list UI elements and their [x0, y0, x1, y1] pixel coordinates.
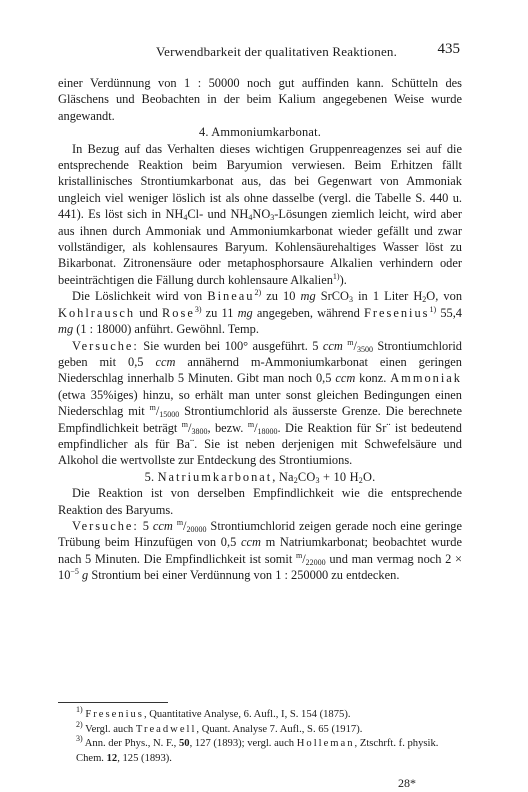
text-run: angegeben, während — [252, 305, 364, 320]
section-heading-4 — [58, 124, 462, 140]
volume-number: 12 — [106, 752, 118, 764]
exponent: −5 — [70, 567, 79, 577]
text-run: -Lösungen ziemlich leicht, wird aber aus ihnen durch Ammoniak und Ammoniumkarbonat wieder gefällt und zwar vollständiger, als kohlensaures Baryum. Kohlensäurehaltiges Wasser löst zu Bikarbonat. Zitronensäure oder metaphosphorsaure Alkalien verhindern oder beeinträchtigen die Fällung durch kohlensaure Alkalien — [58, 207, 463, 287]
author-name: Fresenius — [85, 709, 144, 720]
author-name: Treadwell — [135, 723, 197, 735]
paragraph-solubility — [58, 288, 462, 337]
footnote-marker: 2) — [76, 719, 83, 729]
text-run: und man vermag noch 2 × 10 — [58, 551, 462, 583]
unit: ccm — [152, 518, 173, 533]
footnote-ref: 2) — [254, 288, 262, 298]
footnote-2 — [58, 719, 462, 738]
subscript: 3 — [315, 475, 320, 485]
text-run: NO — [252, 207, 271, 222]
unit: g — [82, 568, 89, 583]
text-run: , Quantitative Analyse, 6. Aufl., I, S. 154 (1875). — [143, 709, 351, 720]
text-run: Die Löslichkeit wird von — [72, 289, 208, 304]
fraction-numerator: m — [247, 419, 255, 429]
footnote-1 — [58, 705, 462, 723]
paragraph-sensitivity — [58, 485, 462, 518]
subscript: 3 — [349, 295, 354, 305]
text-run: einer Verdünnung von 1 : 50000 noch gut auffinden kann. Schütteln des Gläschens und Beobachten in der beim Kalium angegebenen Weise wurde angewandt. — [58, 76, 462, 123]
fraction-denominator: 3500 — [356, 344, 373, 354]
heading-text: + 10 H — [319, 469, 359, 484]
text-run: Die Reaktion ist von derselben Empfindlichkeit wie die entsprechende Reaktion des Baryums. — [58, 486, 462, 517]
text-run: , bezw. — [207, 420, 248, 435]
subscript: 3 — [270, 213, 275, 223]
author-name: Kohlrausch — [58, 305, 136, 320]
footnote-3 — [58, 734, 462, 766]
heading-text: O. — [362, 469, 376, 484]
text-run: , 125 (1893). — [117, 752, 172, 764]
subscript: 4 — [183, 213, 188, 223]
heading-text: Natriumkarbonat — [157, 469, 273, 484]
text-run: (1 : 18000) anführt. Gewöhnl. Temp. — [73, 322, 259, 337]
page-header — [68, 41, 460, 63]
text-run: und — [135, 305, 163, 320]
text-run: annähernd m-Ammoniumkarbonat einen geringen Niederschlag innerhalb 5 Minuten. Gibt man noch 0,5 — [58, 354, 462, 386]
unit: mg — [58, 322, 74, 337]
text-run: Sie wurden bei 100° ausgeführt. 5 — [138, 338, 323, 353]
fraction-numerator: m — [149, 403, 156, 413]
footnote-divider — [58, 702, 168, 703]
fraction-numerator: m — [181, 419, 188, 429]
unit: ccm — [240, 535, 261, 550]
heading-text: , Na — [272, 469, 294, 484]
text-run: O, von — [426, 289, 463, 304]
running-head: Verwendbarkeit der qualitativen Reaktionen. — [156, 44, 398, 59]
text-run: . Die Reaktion für Sr¨ ist bedeutend empfindlicher als für Ba¨. Sie ist neben derjenigen mit Schwefelsäure und Alkohol die wertvollste zur Entdeckung des Strontiumions. — [58, 420, 462, 468]
fraction-denominator: 3800 — [191, 426, 208, 436]
footnotes — [58, 702, 462, 766]
unit: mg — [237, 305, 253, 320]
paragraph-continued — [58, 75, 462, 124]
fraction-numerator: m — [347, 337, 354, 347]
text-run: m Natriumkarbonat; beobachtet wurde nach 5 Minuten. Die Empfindlichkeit ist somit — [58, 535, 462, 566]
text-run: In Bezug auf das Verhalten dieses wichtigen Gruppenreagenzes sei auf die entsprechende Reaktion beim Baryumion verwiesen. Beim Erhitzen fällt kristallinisches Strontiumkarbonat aus, das bei Gegenwart von Ammoniak ungleich viel weniger löslich ist als ohne dasselbe (vergl. die Tabelle S. 440 u. 441). Es löst sich in NH — [58, 141, 462, 222]
footnote-ref: 1) — [332, 271, 340, 281]
text-run: in 1 Liter H — [353, 289, 423, 304]
experiments-label: Versuche: — [72, 338, 139, 353]
footnote-ref: 1) — [429, 304, 437, 314]
fraction-denominator: 20000 — [186, 524, 207, 534]
text-run: Strontium bei einer Verdünnung von 1 : 250000 zu entdecken. — [88, 568, 400, 583]
text-run: SrCO — [315, 289, 350, 304]
fraction-denominator: 18000 — [257, 426, 278, 436]
fraction-numerator: m — [176, 517, 184, 527]
page-body — [58, 75, 462, 584]
volume-number: 50 — [178, 738, 190, 750]
author-name: Holleman — [296, 738, 355, 750]
text-run: , Ztschrft. f. physik. Chem. — [76, 738, 439, 764]
fraction-denominator: 15000 — [159, 410, 180, 420]
text-run: , 127 (1893); vergl. auch — [189, 738, 297, 750]
text-run: 5 — [138, 518, 153, 533]
subscript: 4 — [248, 213, 253, 223]
subscript: 2 — [422, 295, 427, 305]
fraction-numerator: m — [295, 550, 303, 560]
footnote-marker: 1) — [76, 705, 83, 714]
author-name: Rose — [162, 305, 195, 320]
page-number: 435 — [437, 41, 460, 57]
text-run: Strontiumchlorid zeigen gerade noch eine geringe Trübung beim Hinzufügen von 0,5 — [58, 518, 462, 550]
unit: ccm — [322, 338, 343, 353]
text-run: zu 11 — [201, 305, 238, 320]
text-run: ). — [339, 272, 347, 287]
paragraph-experiments: Versuche: Sie wurden bei 100° ausgeführt. 5 ccm $^m/_{3500}$ Strontiumchlorid geben mit 0,5 ccm annähernd m-Ammoniumkarbonat einen geringen Niederschlag innerhalb 5 Minuten. Gibt man noch 0,5 ccm konz. Ammoniak (etwa 35%iges) hinzu, so erhält man unter sonst gleichen Bedingungen einen Niederschlag mit $^m/_{15000}$ Strontiumchlorid als äusserste Grenze. Die berechnete Empfindlichkeit beträgt $^m/_{3800}$, bezw. $^m/_{18000}$. Die Reaktion für Sr¨ ist bedeutend empfindlicher als für Ba¨. Sie ist neben derjenigen mit Schwefelsäure und Alkohol die wertvollste zur Entdeckung des Strontiumions. — [58, 337, 462, 468]
text-run: Vergl. auch — [85, 723, 136, 735]
reagent-name: Ammoniak — [390, 371, 462, 386]
text-run: konz. — [355, 371, 391, 386]
text-run: Strontiumchlorid als äusserste Grenze. Die berechnete Empfindlichkeit beträgt — [58, 404, 462, 435]
unit: ccm — [335, 371, 356, 386]
sheet-signature: 28* — [398, 776, 416, 790]
fraction-denominator: 22000 — [305, 557, 326, 567]
unit: mg — [300, 289, 316, 304]
footnote-marker: 3) — [76, 734, 83, 744]
text-run: , Quant. Analyse 7. Aufl., S. 65 (1917). — [196, 723, 363, 735]
paragraph-reagent-behaviour — [58, 141, 462, 289]
subscript: 2 — [358, 475, 363, 485]
paragraph-experiments-2: Versuche: 5 ccm $^m/_{20000}$ Strontiumchlorid zeigen gerade noch eine geringe Trübung beim Hinzufügen von 0,5 ccm m Natriumkarbonat; beobachtet wurde nach 5 Minuten. Die Empfindlichkeit ist somit $^m/_{22000}$ und man vermag noch $2 \times 10^{-5}$ g Strontium bei einer Verdünnung von 1 : 250000 zu entdecken. — [58, 517, 462, 583]
text-run: Cl- und NH — [187, 207, 249, 222]
heading-text: 4. Ammoniumkarbonat. — [198, 125, 322, 140]
experiments-label: Versuche: — [72, 518, 139, 533]
text-run: (etwa 35%iges) hinzu, so erhält man unter sonst gleichen Bedingungen einen Niederschlag mit — [58, 387, 462, 419]
text-run: Ann. der Phys., N. F., — [84, 738, 179, 750]
footnote-ref: 3) — [194, 304, 202, 314]
text-run: 55,4 — [436, 305, 462, 320]
author-name: Fresenius — [363, 305, 430, 320]
heading-text: CO — [297, 469, 316, 484]
subscript: 2 — [293, 475, 298, 485]
text-run: Strontiumchlorid geben mit 0,5 — [58, 338, 462, 369]
section-heading-5 — [58, 469, 462, 485]
text-run: zu 10 — [261, 289, 301, 304]
unit: ccm — [155, 354, 176, 369]
author-name: Bineau — [207, 289, 255, 304]
heading-text: 5. — [144, 469, 158, 484]
